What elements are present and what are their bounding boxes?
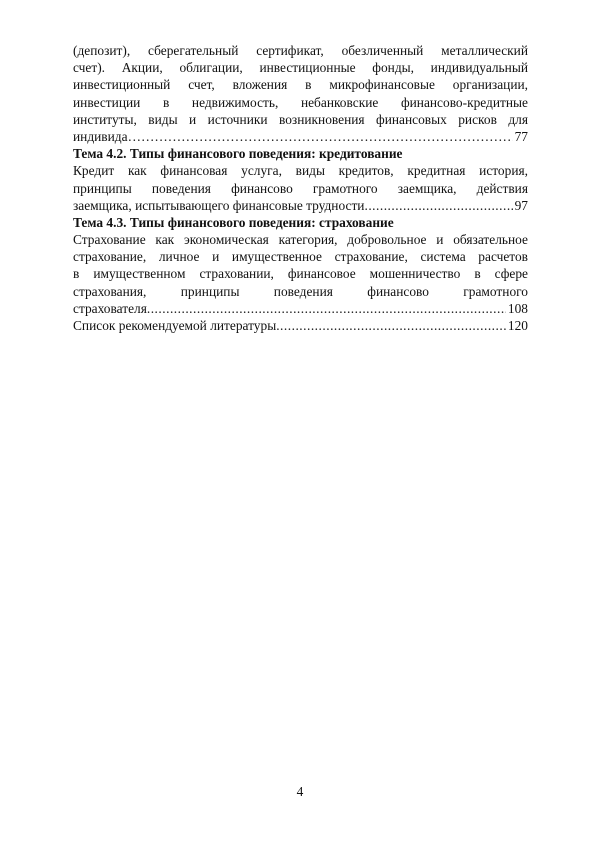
toc-entry-last-line[interactable] <box>73 197 528 214</box>
toc-entry-text-line: инвестиции в недвижимость, небанковские финансово-кредитные <box>73 94 528 110</box>
toc-section-4-3 <box>73 214 528 317</box>
toc-entry-text-line: заемщика, испытывающего финансовые трудности <box>73 197 365 213</box>
toc-entry-text-line: в имущественном страховании, финансовое мошенничество в сфере <box>73 266 528 282</box>
toc-entry-last-line[interactable] <box>73 300 528 317</box>
toc-page-number: 120 <box>507 318 528 333</box>
toc-entry-text-line: (депозит), сберегательный сертификат, обезличенный металлический <box>73 43 528 58</box>
toc-entry-text-line: Кредит как финансовая услуга, виды кредитов, кредитная история, <box>73 163 528 179</box>
toc-page-number: 97 <box>514 197 528 213</box>
page-footer-number: 4 <box>296 784 304 799</box>
toc-entry-text-line: счет). Акции, облигации, инвестиционные фонды, индивидуальный <box>73 60 528 76</box>
toc-entry-text-line: принципы поведения финансово грамотного заемщика, действия <box>73 180 528 196</box>
table-of-contents <box>73 42 528 334</box>
dot-leader <box>147 300 506 317</box>
toc-entry-text-line: страхование, личное и имущественное страхование, система расчетов <box>73 249 528 265</box>
toc-entry-continued <box>73 42 528 145</box>
dot-leader <box>276 317 506 334</box>
toc-section-4-2 <box>73 145 528 214</box>
toc-entry-references[interactable] <box>73 317 528 334</box>
toc-entry-text-line: инвестиционный счет, вложения в микрофинансовые организации, <box>73 77 528 93</box>
toc-entry-last-line[interactable] <box>73 128 528 145</box>
toc-entry-text-line: институты, виды и источники возникновения финансовых рисков для <box>73 111 528 127</box>
dot-leader <box>364 197 512 214</box>
toc-entry-text-line: Страхование как экономическая категория, добровольное и обязательное <box>73 232 528 248</box>
dot-leader <box>128 128 513 145</box>
toc-page-number: 108 <box>507 300 528 316</box>
toc-entry-text-line: страхования, принципы поведения финансово грамотного <box>73 283 528 299</box>
toc-page-number: 77 <box>514 128 528 144</box>
toc-entry-text-line: страхователя <box>73 300 147 316</box>
section-heading: Тема 4.2. Типы финансового поведения: кредитование <box>73 146 403 162</box>
toc-entry-text-line: Список рекомендуемой литературы <box>73 318 277 333</box>
toc-entry-text-line: индивида <box>73 128 128 144</box>
section-heading: Тема 4.3. Типы финансового поведения: страхование <box>73 214 394 230</box>
